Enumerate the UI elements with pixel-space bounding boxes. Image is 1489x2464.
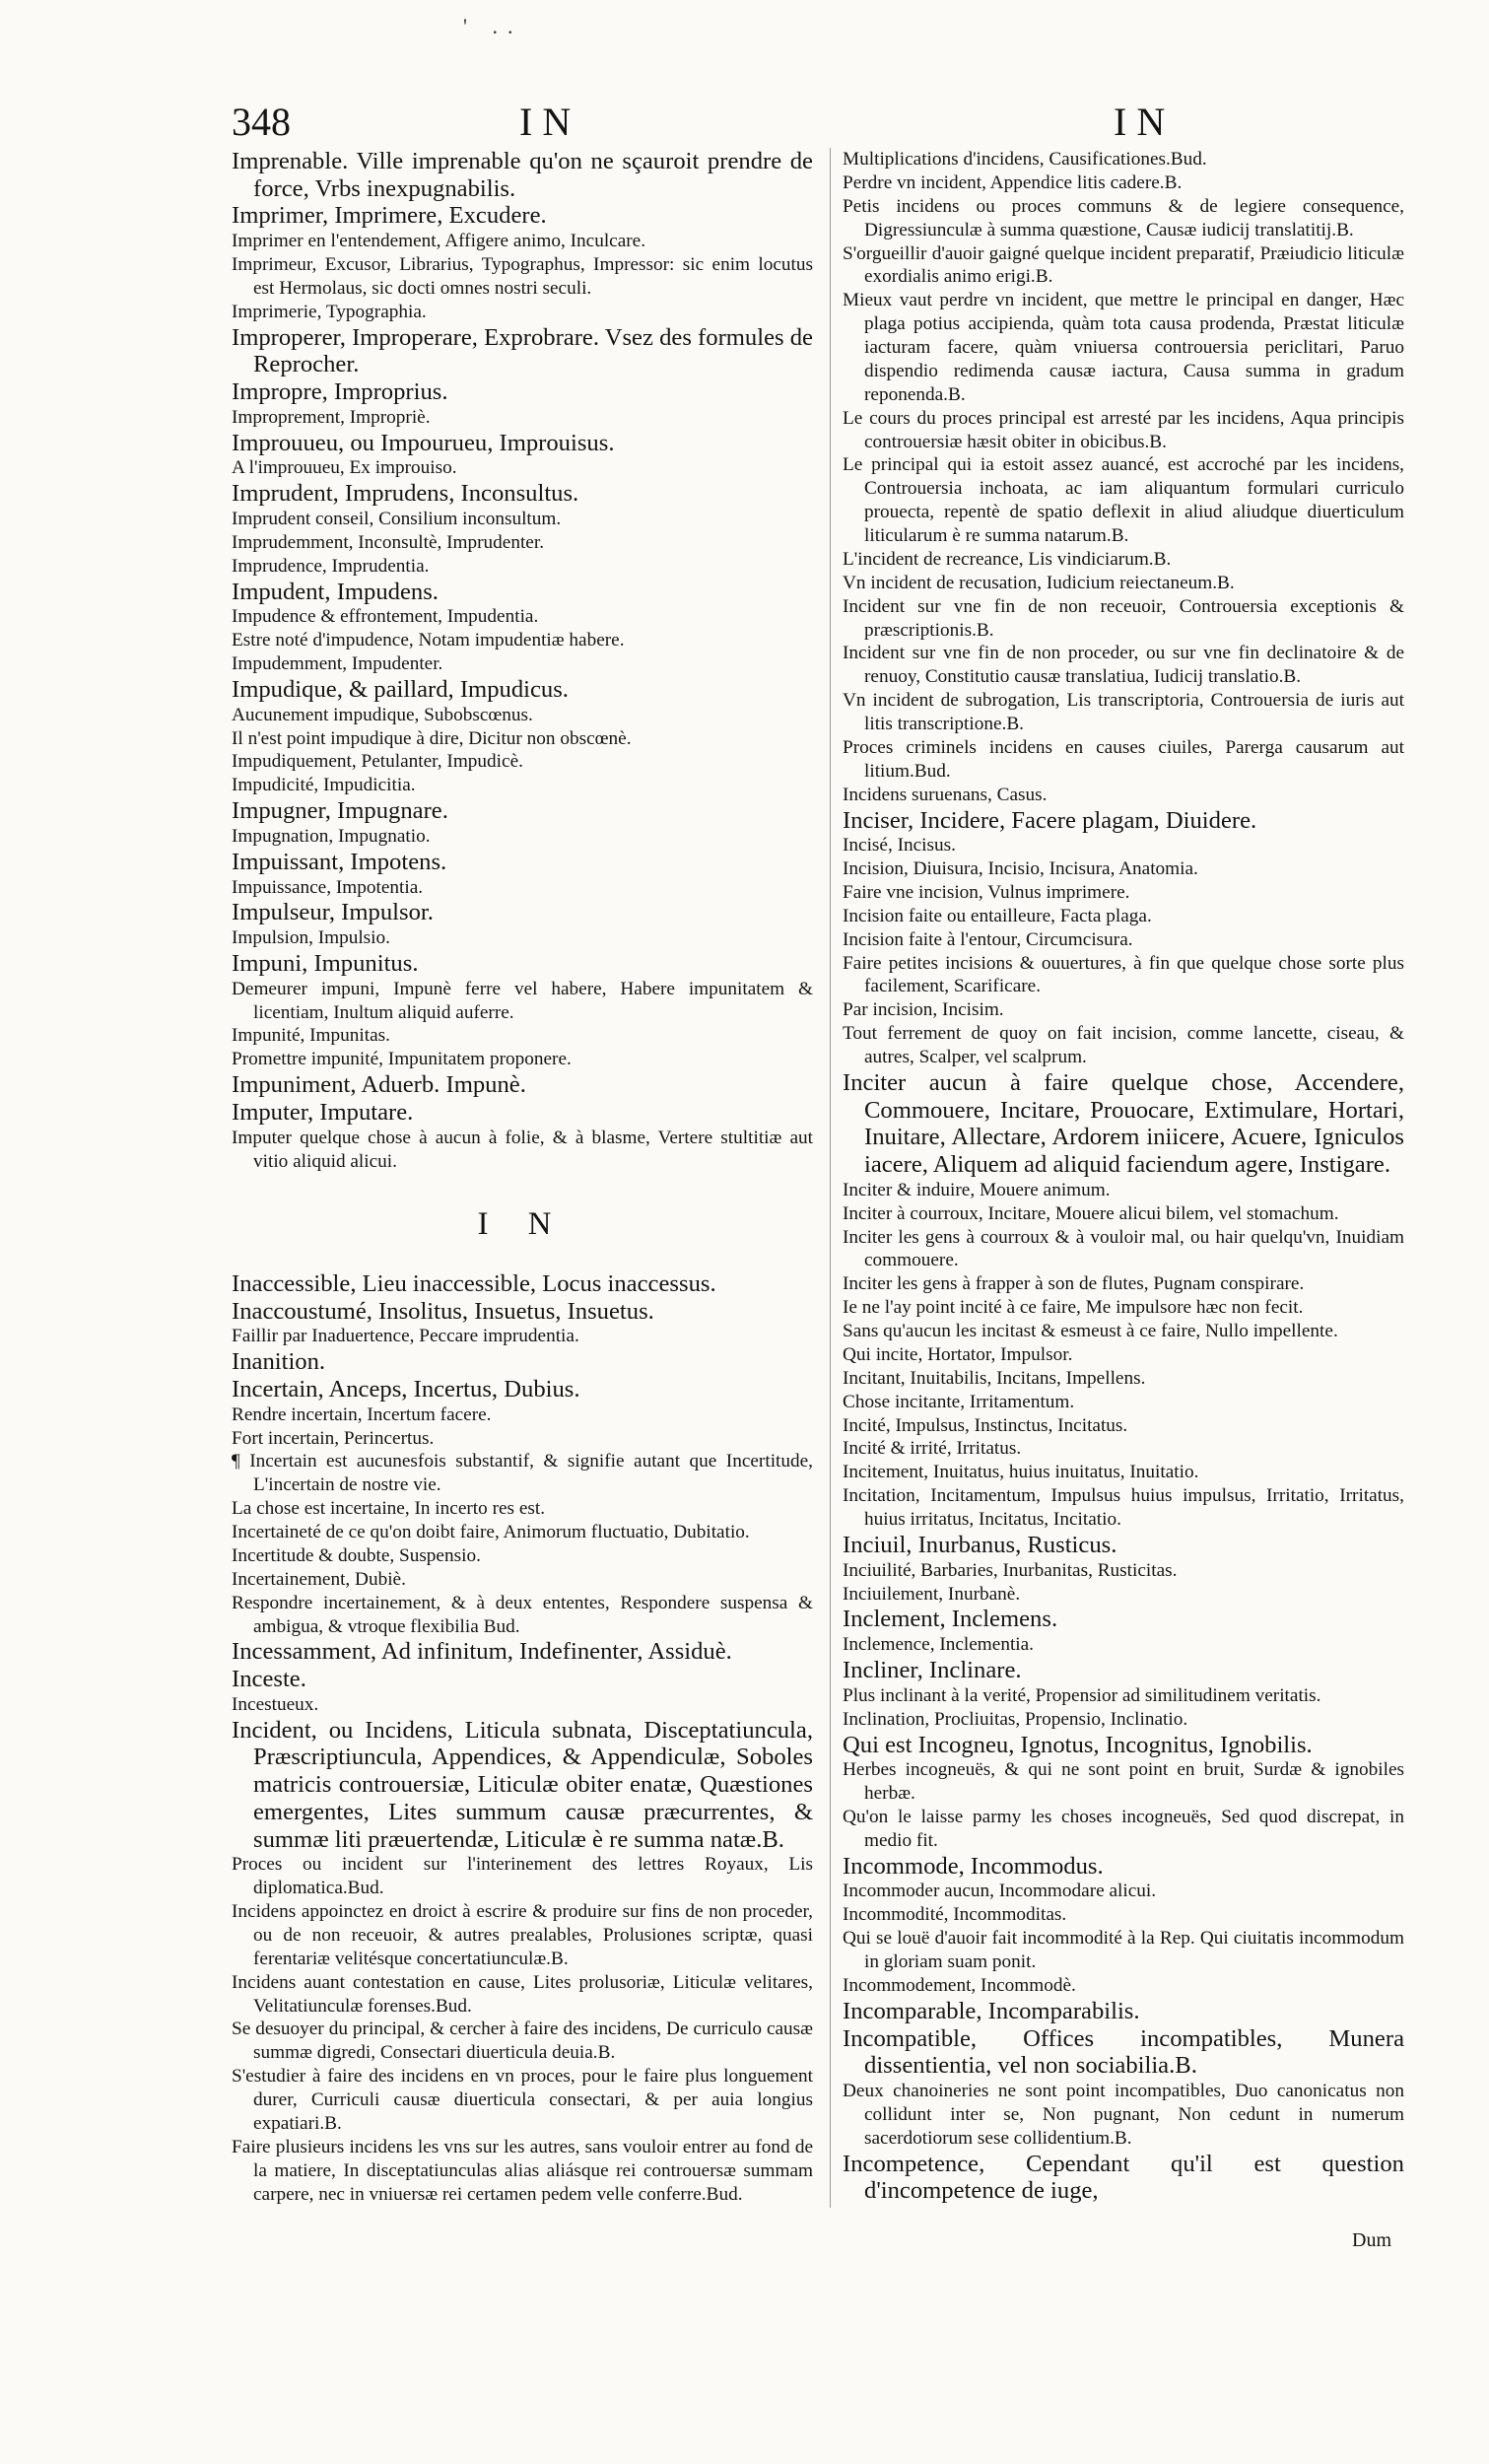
dictionary-entry: Se desuoyer du principal, & cercher à faire des incidens, De curriculo causæ summæ digredi, Consectari diuerticula deuia.B. bbox=[232, 2019, 813, 2064]
dictionary-entry: Inciter les gens à courroux & à vouloir mal, ou hair quelqu'vn, Inuidiam commouere. bbox=[843, 1226, 1404, 1271]
running-head-left: IN bbox=[519, 100, 581, 144]
dictionary-entry: Impudemment, Impudenter. bbox=[232, 653, 443, 675]
dictionary-entry: Faire plusieurs incidens les vns sur les autres, sans vouloir entrer au fond de la matiere, In disceptatiunculas alias aliásque rei controuersæ summam carpere, nec in vniuersæ rei certamen pedem velle conferre.Bud. bbox=[232, 2136, 813, 2205]
dictionary-entry: Petis incidens ou proces communs & de legiere consequence, Digressiunculæ à summa quæstione, Causæ iudicij translatitij.B. bbox=[843, 195, 1404, 240]
dictionary-entry: Chose incitante, Irritamentum. bbox=[843, 1391, 1075, 1412]
dictionary-entry: Le principal qui ia estoit assez auancé, est accroché par les incidens, Controuersia inchoata, ac iam aliquantum formulari curriculo prouecta, repentè de spatio deflexit in aliud aliudque diuerticulum liticularum è re summa natarum.B. bbox=[843, 454, 1404, 546]
dictionary-entry: Imprimeur, Excusor, Librarius, Typographus, Impressor: sic enim locutus est Hermolaus, sic docti omnes nostri seculi. bbox=[232, 254, 813, 299]
dictionary-entry: Incertaineté de ce qu'on doibt faire, Animorum fluctuatio, Dubitatio. bbox=[232, 1522, 750, 1543]
dictionary-entry: Impropre, Improprius. bbox=[232, 378, 448, 406]
dictionary-entry: Incision, Diuisura, Incisio, Incisura, Anatomia. bbox=[843, 858, 1198, 880]
dictionary-entry: Impugnation, Impugnatio. bbox=[232, 825, 431, 847]
dictionary-entry: Inciter à courroux, Incitare, Mouere alicui bilem, vel stomachum. bbox=[843, 1202, 1339, 1224]
dictionary-entry: Par incision, Incisim. bbox=[843, 999, 1004, 1021]
dictionary-entry: Imprimer en l'entendement, Affigere animo, Inculcare. bbox=[232, 231, 646, 252]
dictionary-entry: Vn incident de subrogation, Lis transcriptoria, Controuersia de iuris aut litis transcriptione.B. bbox=[843, 690, 1404, 734]
dictionary-entry: Faire petites incisions & ouuertures, à fin que quelque chose sorte plus facilement, Scarificare. bbox=[843, 952, 1404, 997]
dictionary-entry: Qui incite, Hortator, Impulsor. bbox=[843, 1343, 1073, 1365]
dictionary-entry: Sans qu'aucun les incitast & esmeust à ce faire, Nullo impellente. bbox=[843, 1321, 1338, 1342]
dictionary-entry: Inciuilement, Inurbanè. bbox=[843, 1583, 1021, 1605]
dictionary-entry: Inanition. bbox=[232, 1348, 326, 1376]
dictionary-entry: Herbes incogneuës, & qui ne sont point en bruit, Surdæ & ignobiles herbæ. bbox=[843, 1759, 1404, 1805]
dictionary-entry: Imprenable. Ville imprenable qu'on ne sçauroit prendre de force, Vrbs inexpugnabilis. bbox=[232, 148, 813, 202]
dictionary-entry: Incision faite ou entailleure, Facta plaga. bbox=[843, 905, 1152, 926]
dictionary-entry: Incessamment, Ad infinitum, Indefinenter, Assiduè. bbox=[232, 1638, 732, 1666]
dictionary-entry: Incision faite à l'entour, Circumcisura. bbox=[843, 928, 1133, 950]
dictionary-entry: Incompatible, Offices incompatibles, Munera dissentientia, vel non sociabilia.B. bbox=[843, 2024, 1404, 2080]
dictionary-entry: Impudent, Impudens. bbox=[232, 578, 439, 605]
dictionary-entry: Qu'on le laisse parmy les choses incogneuës, Sed quod discrepat, in medio fit. bbox=[843, 1806, 1404, 1851]
dictionary-entry: Impulseur, Impulsor. bbox=[232, 899, 434, 926]
dictionary-entry: Multiplications d'incidens, Causificationes.Bud. bbox=[843, 149, 1207, 170]
dictionary-entry: Inaccoustumé, Insolitus, Insuetus, Insuetus. bbox=[232, 1297, 654, 1325]
dictionary-entry: Inciser, Incidere, Facere plagam, Diuidere. bbox=[843, 806, 1257, 834]
dictionary-entry: La chose est incertaine, In incerto res est. bbox=[232, 1498, 546, 1520]
dictionary-entry: Il n'est point impudique à dire, Dicitur non obscœnè. bbox=[232, 727, 632, 749]
dictionary-entry: Tout ferrement de quoy on fait incision, comme lancette, ciseau, & autres, Scalper, vel scalprum. bbox=[843, 1023, 1404, 1068]
dictionary-entry: Incident sur vne fin de non proceder, ou sur vne fin declinatoire & de renuoy, Constitutio causæ translatiua, Iudicij translatio.B. bbox=[843, 643, 1404, 688]
dictionary-entry: Improperer, Improperare, Exprobrare. Vsez des formules de Reprocher. bbox=[232, 323, 813, 378]
dictionary-entry: Incitement, Inuitatus, huius inuitatus, Inuitatio. bbox=[843, 1462, 1199, 1483]
dictionary-entry: Inciter aucun à faire quelque chose, Accendere, Commouere, Incitare, Prouocare, Extimulare, Hortari, Inuitare, Allectare, Ardorem iniicere, Acuere, Igniculos iacere, Aliquem ad aliquid faciendum agere, Instigare. bbox=[843, 1068, 1404, 1179]
dictionary-entry: Proces ou incident sur l'interinement des lettres Royaux, Lis diplomatica.Bud. bbox=[232, 1854, 813, 1899]
dictionary-entry: Improuueu, ou Impourueu, Improuisus. bbox=[232, 429, 615, 456]
dictionary-entry: Imprimerie, Typographia. bbox=[232, 301, 427, 322]
dictionary-entry: Impuissance, Impotentia. bbox=[232, 876, 424, 898]
catchword: Dum bbox=[1352, 2229, 1391, 2251]
dictionary-entry: Inciuil, Inurbanus, Rusticus. bbox=[843, 1531, 1117, 1558]
dictionary-entry: Impuni, Impunitus. bbox=[232, 949, 419, 977]
dictionary-entry: Imputer quelque chose à aucun à folie, & à blasme, Vertere stultitiæ aut vitio aliquid alicui. bbox=[232, 1127, 813, 1172]
dictionary-entry: Imprimer, Imprimere, Excudere. bbox=[232, 202, 547, 230]
dictionary-entry: Incité & irrité, Irritatus. bbox=[843, 1438, 1022, 1460]
dictionary-entry: Incommoder aucun, Incommodare alicui. bbox=[843, 1881, 1157, 1902]
column-divider bbox=[830, 148, 831, 2208]
dictionary-entry: Impugner, Impugnare. bbox=[232, 797, 448, 825]
dictionary-entry: S'estudier à faire des incidens en vn proces, pour le faire plus longuement durer, Curriculi causæ diuerticula consectari, & per auia longius expatiari.B. bbox=[232, 2066, 813, 2134]
dictionary-entry: Le cours du proces principal est arresté par les incidens, Aqua principis controuersiæ hæsit obiter in obicibus.B. bbox=[843, 407, 1404, 452]
dictionary-entry: Qui se louë d'auoir fait incommodité à la Rep. Qui ciuitatis incommodum in gloriam suam ponit. bbox=[843, 1928, 1404, 1973]
dictionary-entry: Demeurer impuni, Impunè ferre vel habere, Habere impunitatem & licentiam, Inultum aliquid auferre. bbox=[232, 978, 813, 1023]
dictionary-entry: Vn incident de recusation, Iudicium reiectaneum.B. bbox=[843, 572, 1235, 593]
dictionary-entry: Fort incertain, Perincertus. bbox=[232, 1427, 435, 1449]
dictionary-entry: Incitation, Incitamentum, Impulsus huius impulsus, Irritatio, Irritatus, huius irritatus, Incitatus, Incitatio. bbox=[843, 1485, 1404, 1531]
dictionary-entry: Impuissant, Impotens. bbox=[232, 848, 447, 875]
dictionary-entry: S'orgueillir d'auoir gaigné quelque incident preparatif, Præiudicio liticulæ exordialis animo erigi.B. bbox=[843, 242, 1404, 288]
dictionary-entry: Qui est Incogneu, Ignotus, Incognitus, Ignobilis. bbox=[843, 1731, 1313, 1758]
dictionary-entry: Improprement, Impropriè. bbox=[232, 406, 431, 428]
dictionary-entry: Mieux vaut perdre vn incident, que mettre le principal en danger, Hæc plaga potius accipienda, quàm tota causa prodenda, Præstat liticulæ iacturam facere, quàm vniuersa controuersia periclitari, Paruo dispendio redimenda causæ iactura, Causa summa in gradum reponenda.B. bbox=[843, 290, 1404, 405]
dictionary-entry: Estre noté d'impudence, Notam impudentiæ habere. bbox=[232, 630, 625, 651]
dictionary-entry: Incertain, Anceps, Incertus, Dubius. bbox=[232, 1375, 580, 1403]
dictionary-entry: Faillir par Inaduertence, Peccare imprudentia. bbox=[232, 1326, 579, 1347]
left-column bbox=[232, 148, 813, 2206]
page-number: 348 bbox=[232, 100, 291, 144]
dictionary-entry: Inciuilité, Barbaries, Inurbanitas, Rusticitas. bbox=[843, 1559, 1178, 1581]
dictionary-entry: Inclemence, Inclementia. bbox=[843, 1634, 1034, 1656]
dictionary-entry: Incompetence, Cependant qu'il est question d'incompetence de iuge, bbox=[843, 2150, 1404, 2205]
dictionary-entry: Incommode, Incommodus. bbox=[843, 1852, 1104, 1880]
dictionary-entry: Impudence & effrontement, Impudentia. bbox=[232, 606, 539, 628]
dictionary-entry: Inceste. bbox=[232, 1666, 306, 1693]
dictionary-entry: Incommodité, Incommoditas. bbox=[843, 1904, 1067, 1926]
dictionary-entry: Incidens suruenans, Casus. bbox=[843, 784, 1048, 805]
dictionary-entry: Incité, Impulsus, Instinctus, Incitatus. bbox=[843, 1414, 1128, 1436]
top-marks: ' .. bbox=[463, 14, 523, 38]
section-heading: I N bbox=[477, 1206, 568, 1243]
dictionary-entry: Impudiquement, Petulanter, Impudicè. bbox=[232, 751, 523, 773]
dictionary-entry: Ie ne l'ay point incité à ce faire, Me impulsore hæc non fecit. bbox=[843, 1297, 1304, 1319]
dictionary-entry: L'incident de recreance, Lis vindiciarum.B. bbox=[843, 548, 1172, 570]
dictionary-entry: Inclination, Procliuitas, Propensio, Inclinatio. bbox=[843, 1708, 1188, 1730]
right-column bbox=[843, 148, 1404, 2205]
dictionary-entry: Impuniment, Aduerb. Impunè. bbox=[232, 1071, 526, 1099]
dictionary-entry: Inciter & induire, Mouere animum. bbox=[843, 1179, 1111, 1200]
dictionary-entry: A l'improuueu, Ex improuiso. bbox=[232, 457, 457, 479]
dictionary-entry: Inclement, Inclemens. bbox=[843, 1606, 1058, 1633]
dictionary-entry: Incidens appoinctez en droict à escrire & produire sur fins de non proceder, ou de non receuoir, & autres prealables, Prolusiones scriptæ, quasi ferentariæ velitésque concertatiunculæ.B. bbox=[232, 1901, 813, 1969]
dictionary-entry: Imprudence, Imprudentia. bbox=[232, 555, 430, 577]
dictionary-entry: Imprudent conseil, Consilium inconsultum. bbox=[232, 509, 562, 529]
dictionary-entry: Incommodement, Incommodè. bbox=[843, 1974, 1076, 1996]
page-header bbox=[232, 99, 1389, 144]
dictionary-entry: Incitant, Inuitabilis, Incitans, Impellens. bbox=[843, 1367, 1146, 1389]
running-head-right: IN bbox=[1114, 100, 1176, 144]
dictionary-entry: Incestueux. bbox=[232, 1693, 319, 1715]
dictionary-entry: Incidens auant contestation en cause, Lites prolusoriæ, Liticulæ velitares, Velitatiunculæ forenses.Bud. bbox=[232, 1971, 813, 2017]
dictionary-entry: Aucunement impudique, Subobscœnus. bbox=[232, 704, 533, 725]
dictionary-entry: Impulsion, Impulsio. bbox=[232, 927, 390, 949]
dictionary-entry: Incisé, Incisus. bbox=[843, 835, 956, 856]
dictionary-entry: Faire vne incision, Vulnus imprimere. bbox=[843, 881, 1130, 903]
dictionary-entry: Perdre vn incident, Appendice litis cadere.B. bbox=[843, 171, 1183, 193]
dictionary-entry: Incident sur vne fin de non receuoir, Controuersia exceptionis & præscriptionis.B. bbox=[843, 595, 1404, 641]
dictionary-entry: Incertainement, Dubiè. bbox=[232, 1568, 406, 1590]
dictionary-entry: Plus inclinant à la verité, Propensior ad similitudinem veritatis. bbox=[843, 1684, 1321, 1706]
dictionary-entry: Inaccessible, Lieu inaccessible, Locus inaccessus. bbox=[232, 1269, 716, 1297]
dictionary-entry: Imprudent, Imprudens, Inconsultus. bbox=[232, 480, 579, 508]
dictionary-entry: Inciter les gens à frapper à son de flutes, Pugnam conspirare. bbox=[843, 1273, 1305, 1295]
dictionary-entry: Incliner, Inclinare. bbox=[843, 1657, 1022, 1684]
dictionary-entry: Rendre incertain, Incertum facere. bbox=[232, 1403, 492, 1425]
dictionary-entry: Imprudemment, Inconsultè, Imprudenter. bbox=[232, 531, 545, 553]
dictionary-entry: Incomparable, Incomparabilis. bbox=[843, 1997, 1140, 2024]
dictionary-entry: Impudique, & paillard, Impudicus. bbox=[232, 675, 569, 703]
dictionary-entry: Impudicité, Impudicitia. bbox=[232, 775, 416, 796]
dictionary-entry: Incertitude & doubte, Suspensio. bbox=[232, 1544, 481, 1566]
dictionary-entry: Impunité, Impunitas. bbox=[232, 1025, 390, 1047]
dictionary-entry: Respondre incertainement, & à deux ententes, Respondere suspensa & ambigua, & vtroque flexibilia Bud. bbox=[232, 1592, 813, 1637]
dictionary-entry: Promettre impunité, Impunitatem proponere. bbox=[232, 1049, 572, 1070]
dictionary-entry: Deux chanoineries ne sont point incompatibles, Duo canonicatus non collidunt inter se, Non pugnant, Non cedunt in numerum sacerdotiorum sese collidentium.B. bbox=[843, 2080, 1404, 2149]
dictionary-entry: Proces criminels incidens en causes ciuiles, Parerga causarum aut litium.Bud. bbox=[843, 736, 1404, 782]
dictionary-entry: Incident, ou Incidens, Liticula subnata, Disceptatiuncula, Præscriptiuncula, Appendices, & Appendiculæ, Soboles matricis controuersiæ, Liticulæ obiter enatæ, Quæstiones emergentes, Lites summum causæ præcurrentes, & summæ liti præuertendæ, Liticulæ è re summa natæ.B. bbox=[232, 1716, 813, 1853]
dictionary-entry: ¶ Incertain est aucunesfois substantif, & signifie autant que Incertitude, L'incertain de nostre vie. bbox=[232, 1451, 813, 1496]
dictionary-entry: Imputer, Imputare. bbox=[232, 1098, 414, 1126]
